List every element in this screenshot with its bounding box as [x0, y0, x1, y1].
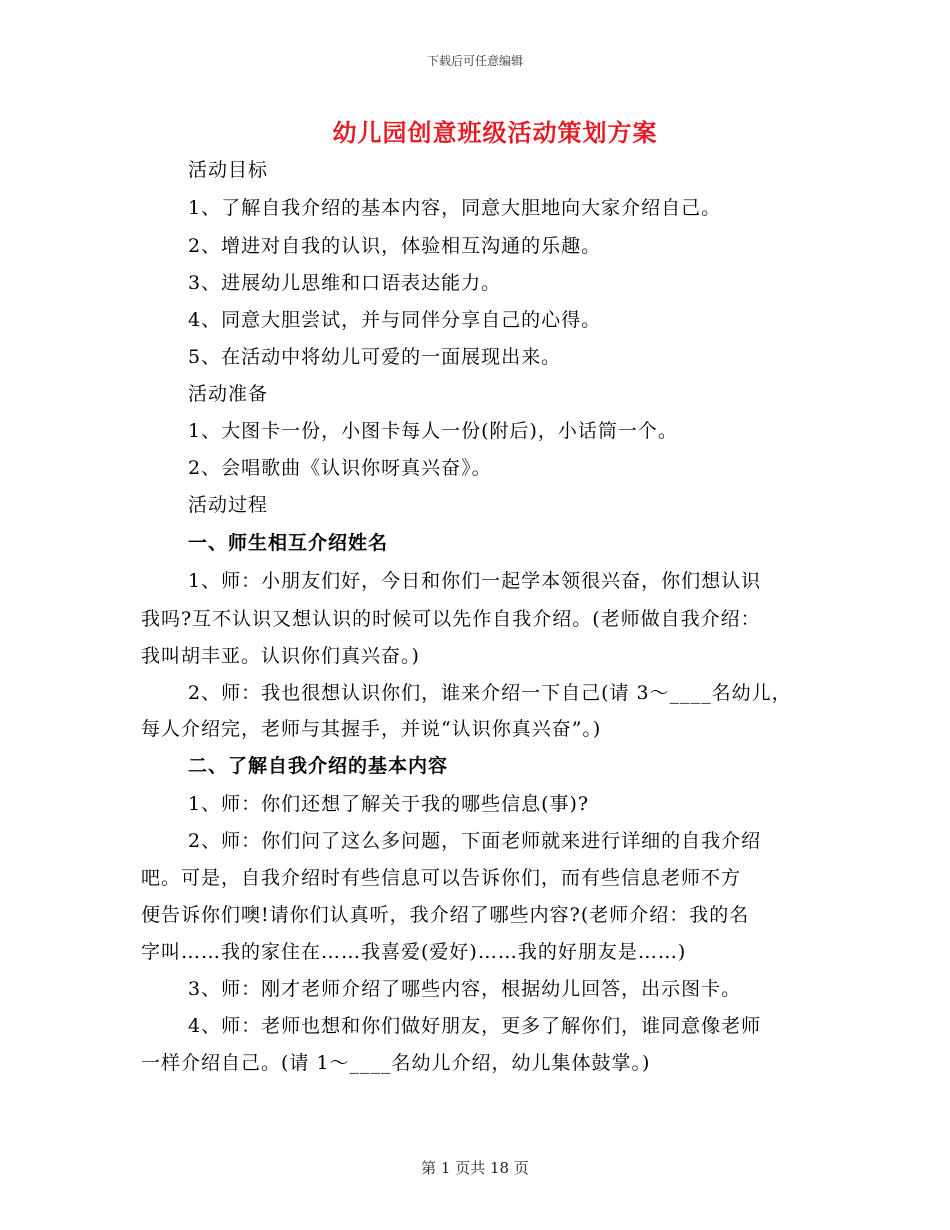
section-heading-preparation: 活动准备 [188, 383, 269, 405]
page-header-note: 下载后可任意编辑 [426, 54, 523, 68]
subsection-heading-2: 二、了解自我介绍的基本内容 [188, 755, 449, 777]
paragraph-line: 3、师：刚才老师介绍了哪些内容，根据幼儿回答，出示图卡。 [188, 978, 742, 1000]
paragraph-line: 5、在活动中将幼儿可爱的一面展现出来。 [188, 346, 562, 368]
paragraph-line: 1、师：你们还想了解关于我的哪些信息(事)? [188, 793, 590, 815]
paragraph-line: 3、进展幼儿思维和口语表达能力。 [188, 272, 502, 294]
paragraph-line: 我吗?互不认识又想认识的时候可以先作自我介绍。(老师做自我介绍： [141, 608, 761, 630]
document-title: 幼儿园创意班级活动策划方案 [332, 118, 658, 147]
paragraph-line: 字叫……我的家住在……我喜爱(爱好)……我的好朋友是……) [141, 941, 687, 963]
page-footer-page-number: 第 1 页共 18 页 [421, 1159, 529, 1177]
paragraph-line: 4、同意大胆尝试，并与同伴分享自己的心得。 [188, 309, 602, 331]
paragraph-line: 2、增进对自我的认识，体验相互沟通的乐趣。 [188, 235, 602, 257]
paragraph-line: 4、师：老师也想和你们做好朋友，更多了解你们，谁同意像老师 [188, 1015, 762, 1037]
paragraph-line: 一样介绍自己。(请 1～____名幼儿介绍，幼儿集体鼓掌。) [141, 1052, 651, 1074]
paragraph-line: 1、了解自我介绍的基本内容，同意大胆地向大家介绍自己。 [188, 197, 722, 219]
paragraph-line: 1、师：小朋友们好，今日和你们一起学本领很兴奋，你们想认识 [188, 570, 762, 592]
paragraph-line: 2、师：我也很想认识你们，谁来介绍一下自己(请 3～____名幼儿， [188, 682, 792, 704]
subsection-heading-1: 一、师生相互介绍姓名 [188, 532, 389, 554]
paragraph-line: 2、会唱歌曲《认识你呀真兴奋》。 [188, 457, 492, 479]
section-heading-goals: 活动目标 [188, 159, 269, 181]
paragraph-line: 我叫胡丰亚。认识你们真兴奋。) [141, 645, 420, 667]
paragraph-line: 吧。可是，自我介绍时有些信息可以告诉你们，而有些信息老师不方 [141, 867, 742, 889]
section-heading-process: 活动过程 [188, 494, 269, 516]
paragraph-line: 2、师：你们问了这么多问题，下面老师就来进行详细的自我介绍 [188, 830, 762, 852]
paragraph-line: 每人介绍完，老师与其握手，并说“认识你真兴奋”。) [141, 718, 602, 740]
paragraph-line: 便告诉你们噢!请你们认真听，我介绍了哪些内容?(老师介绍：我的名 [141, 904, 750, 926]
paragraph-line: 1、大图卡一份，小图卡每人一份(附后)，小话筒一个。 [188, 420, 678, 442]
